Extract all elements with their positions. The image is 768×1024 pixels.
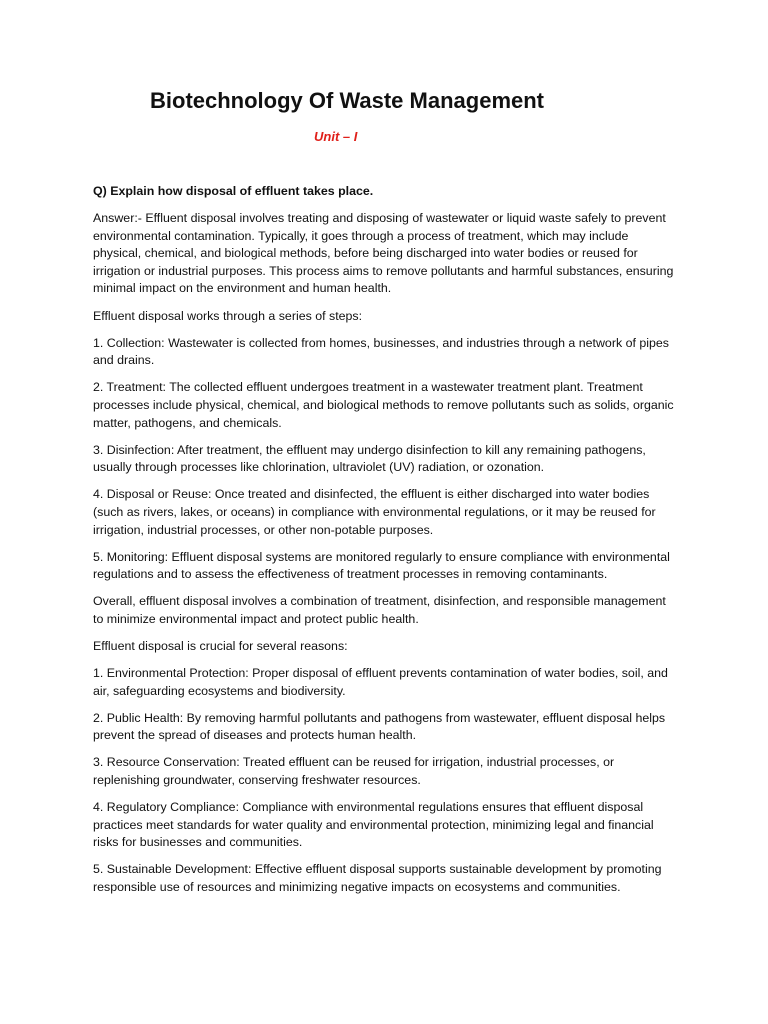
unit-label: Unit – I (314, 129, 358, 144)
reason-item: 2. Public Health: By removing harmful pollutants and pathogens from wastewater, effluent disposal helps prevent the spread of diseases and protects human health. (93, 710, 666, 743)
step-item: 5. Monitoring: Effluent disposal systems are monitored regularly to ensure compliance with environmental regulations and to assess the effectiveness of treatment processes in removing contaminants. (93, 549, 670, 582)
step-item: 2. Treatment: The collected effluent undergoes treatment in a wastewater treatment plant. Treatment processes include physical, chemical, and biological methods to remove pollutants such as solids, organic matter, pathogens, and chemicals. (93, 380, 674, 430)
reason-item: 3. Resource Conservation: Treated effluent can be reused for irrigation, industrial processes, or replenishing groundwater, conserving freshwater resources. (93, 755, 615, 788)
reason-item: 4. Regulatory Compliance: Compliance with environmental regulations ensures that effluent disposal practices meet standards for water quality and environmental protection, minimizing legal and financial risks for businesses and communities. (93, 800, 654, 850)
steps-intro: Effluent disposal works through a series of steps: (93, 308, 363, 323)
step-item: 1. Collection: Wastewater is collected from homes, businesses, and industries through a network of pipes and drains. (93, 335, 669, 368)
reason-item: 1. Environmental Protection: Proper disposal of effluent prevents contamination of water bodies, soil, and air, safeguarding ecosystems and biodiversity. (93, 666, 668, 698)
reason-item: 5. Sustainable Development: Effective effluent disposal supports sustainable development by promoting responsible use of resources and minimizing negative impacts on ecosystems and communities. (93, 862, 662, 894)
document-body (93, 183, 677, 906)
answer-paragraph: Answer:- Effluent disposal involves treating and disposing of wastewater or liquid waste safely to prevent environmental contamination. Typically, it goes through a process of treatment, which may include physical, chemical, and biological methods, before being discharged into water bodies or reused for irrigation or industrial purposes. This process aims to remove pollutants and harmful substances, ensuring minimal impact on the environment and human health. (93, 211, 674, 296)
step-item: 3. Disinfection: After treatment, the effluent may undergo disinfection to kill any remaining pathogens, usually through processes like chlorination, ultraviolet (UV) radiation, or ozonation. (93, 442, 646, 475)
document-title: Biotechnology Of Waste Management (150, 88, 545, 113)
overall-paragraph: Overall, effluent disposal involves a combination of treatment, disinfection, and responsible management to minimize environmental impact and protect public health. (93, 594, 666, 626)
reasons-intro: Effluent disposal is crucial for several reasons: (93, 638, 348, 653)
question-heading: Q) Explain how disposal of effluent takes place. (93, 184, 374, 198)
step-item: 4. Disposal or Reuse: Once treated and disinfected, the effluent is either discharged into water bodies (such as rivers, lakes, or oceans) in compliance with environmental regulations, or it may be reused for irrigation, industrial processes, or other non-potable purposes. (93, 487, 656, 537)
